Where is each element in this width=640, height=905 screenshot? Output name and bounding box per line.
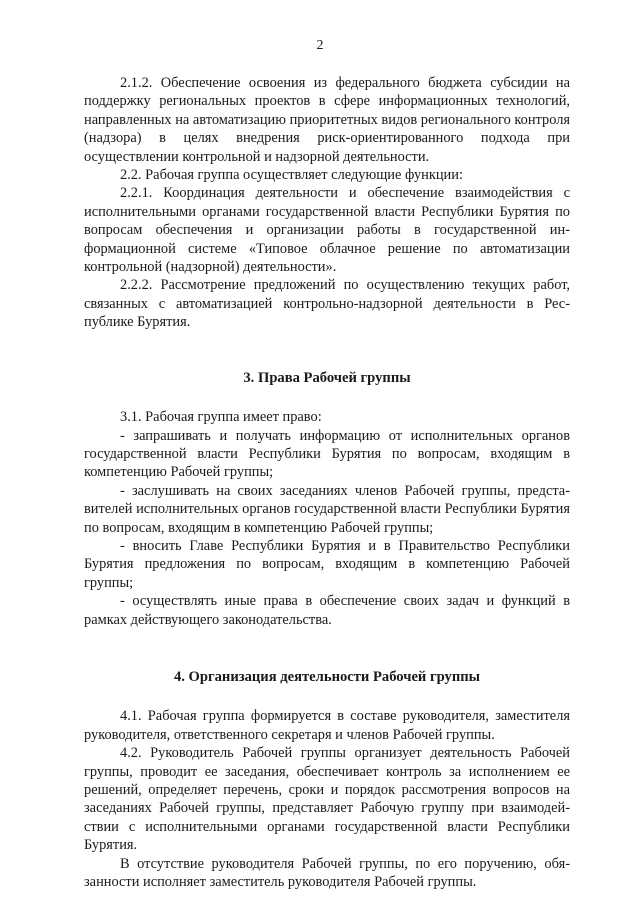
- paragraph-3-1: 3.1. Рабочая группа имеет право:: [120, 409, 322, 426]
- paragraph-2-2-2: 2.2.2. Рассмотрение предложений по осуществлению текущих работ, связанных с автоматизацией контрольно-надзорной деятельности в Республике Бурятия.: [84, 277, 570, 331]
- paragraph-2-2: 2.2. Рабочая группа осуществляет следующие функции:: [120, 167, 463, 184]
- paragraph-2-1-2: 2.1.2. Обеспечение освоения из федерального бюджета субсидии на поддержку региональных проектов в сфере информационных технологий, направленных на автоматизацию приоритетных видов регионального контроля (надзора) в целях внедрения риск-ориентированного подхода при осуществлении контрольной и надзорной деятельности.: [84, 75, 571, 165]
- list-item-rights: - осуществлять иные права в обеспечение своих задач и функций в рамках действующего законодательства.: [84, 593, 570, 628]
- paragraph-4-1: 4.1. Рабочая группа формируется в составе руководителя, заместителя руководителя, ответственного секретаря и членов Рабочей группы.: [84, 708, 570, 743]
- paragraph-4-2: 4.2. Руководитель Рабочей группы организует деятельность Рабочей группы, проводит ее заседания, обеспечивает контроль за исполнением ее решений, определяет перечень, сроки и порядок рассмотрения вопросов на заседаниях Рабочей группы, представляет Рабочую группу при взаимодействии с исполнительными органами государственной власти Республики Бурятия.: [84, 745, 570, 854]
- paragraph-4-2-continued: В отсутствие руководителя Рабочей группы, по его поручению, обязанности исполняет заместитель руководителя Рабочей группы.: [84, 855, 570, 891]
- document-body: [84, 74, 570, 891]
- page-number: 2: [316, 38, 324, 53]
- list-item-rights: - вносить Главе Республики Бурятия и в Правительство Республики Бурятия предложения по вопросам, входящим в компетенцию Рабочей группы;: [84, 537, 570, 591]
- spacer: [84, 686, 570, 707]
- paragraph-2-2-1: 2.2.1. Координация деятельности и обеспечение взаимодействия с исполнительными органами государственной власти Республики Бурятия по вопросам обеспечения и организации работы в государственной информационной системе «Типовое облачное решение по автоматизации контрольной (надзорной) деятельности».: [84, 185, 570, 276]
- section-3-heading: 3. Права Рабочей группы: [243, 369, 411, 386]
- spacer: [84, 629, 570, 668]
- section-4-heading: 4. Организация деятельности Рабочей группы: [173, 668, 481, 685]
- list-item-rights: - запрашивать и получать информацию от исполнительных органов государственной власти Республики Бурятия по вопросам, входящим в компетенцию Рабочей группы;: [84, 427, 570, 481]
- spacer: [84, 387, 570, 408]
- spacer: [84, 332, 570, 369]
- list-item-rights: - заслушивать на своих заседаниях членов Рабочей группы, представителей исполнительных органов государственной власти Республики Бурятия по вопросам, входящим в компетенцию Рабочей группы;: [84, 482, 570, 536]
